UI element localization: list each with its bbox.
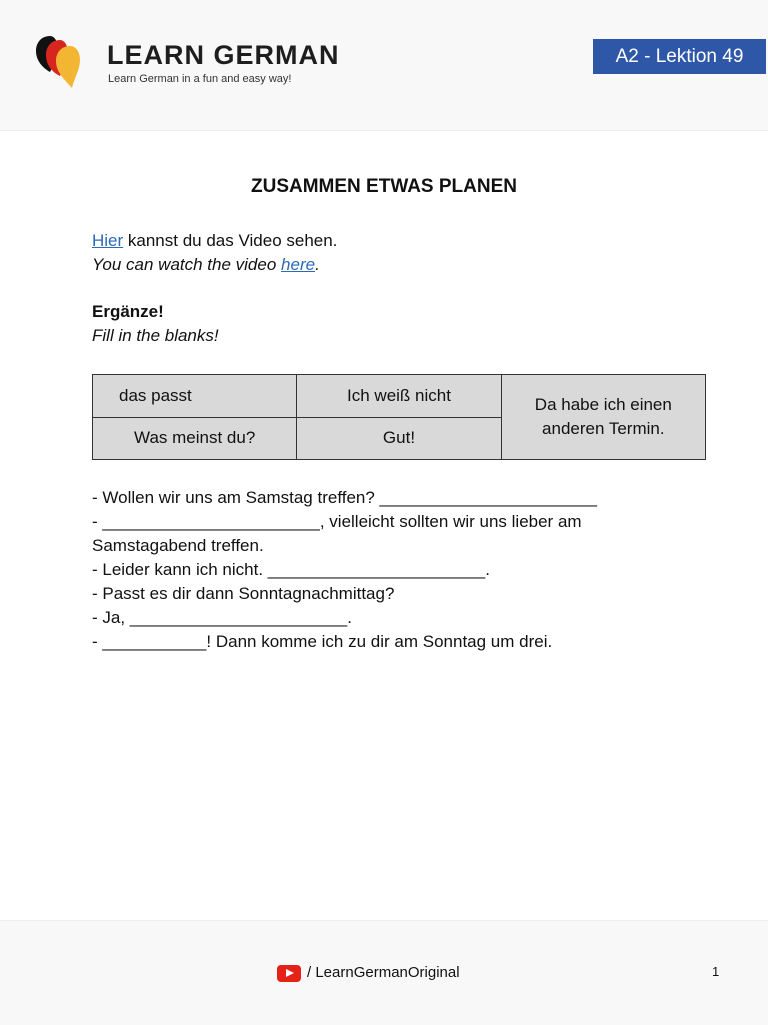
- instruction-de: Ergänze!: [92, 302, 164, 321]
- word-cell: Was meinst du?: [93, 417, 297, 460]
- video-link-de[interactable]: Hier: [92, 231, 124, 250]
- word-cell: Gut!: [297, 417, 501, 460]
- word-cell: das passt: [93, 375, 297, 418]
- youtube-icon: [277, 965, 301, 982]
- speech-bubbles-logo-icon: [36, 34, 82, 90]
- lesson-badge: A2 - Lektion 49: [593, 39, 766, 74]
- word-cell: Da habe ich einen anderen Termin.: [501, 375, 705, 460]
- channel-name: / LearnGermanOriginal: [307, 964, 460, 981]
- exercise-line: - Wollen wir uns am Samstag treffen? _______________________: [92, 488, 598, 507]
- word-cell: Ich weiß nicht: [297, 375, 501, 418]
- page-number: 1: [712, 964, 720, 979]
- exercise-line: Samstagabend treffen.: [92, 536, 264, 555]
- page-footer: [0, 920, 768, 1025]
- exercise-text: [92, 486, 712, 654]
- instruction-en: Fill in the blanks!: [92, 326, 219, 345]
- brand-name: LEARN GERMAN: [107, 40, 340, 70]
- exercise-line: - _______________________, vielleicht sollten wir uns lieber am: [92, 512, 582, 531]
- exercise-line: - Passt es dir dann Sonntagnachmittag?: [92, 584, 395, 603]
- page-title: ZUSAMMEN ETWAS PLANEN: [251, 176, 517, 197]
- video-link-en[interactable]: here: [281, 255, 316, 274]
- video-line-de: [92, 229, 337, 253]
- exercise-line: - Leider kann ich nicht. _______________________.: [92, 560, 490, 579]
- exercise-line: - Ja, _______________________.: [92, 608, 352, 627]
- video-text-en: You can watch the video: [92, 255, 282, 274]
- page-header: [0, 0, 768, 131]
- video-line-en: [92, 253, 320, 277]
- brand-tagline: Learn German in a fun and easy way!: [108, 73, 292, 85]
- video-text-en-end: .: [315, 255, 320, 274]
- video-text-de: kannst du das Video sehen.: [123, 231, 338, 250]
- word-box-table: [92, 374, 706, 460]
- exercise-line: - ___________! Dann komme ich zu dir am Sonntag um drei.: [92, 632, 553, 651]
